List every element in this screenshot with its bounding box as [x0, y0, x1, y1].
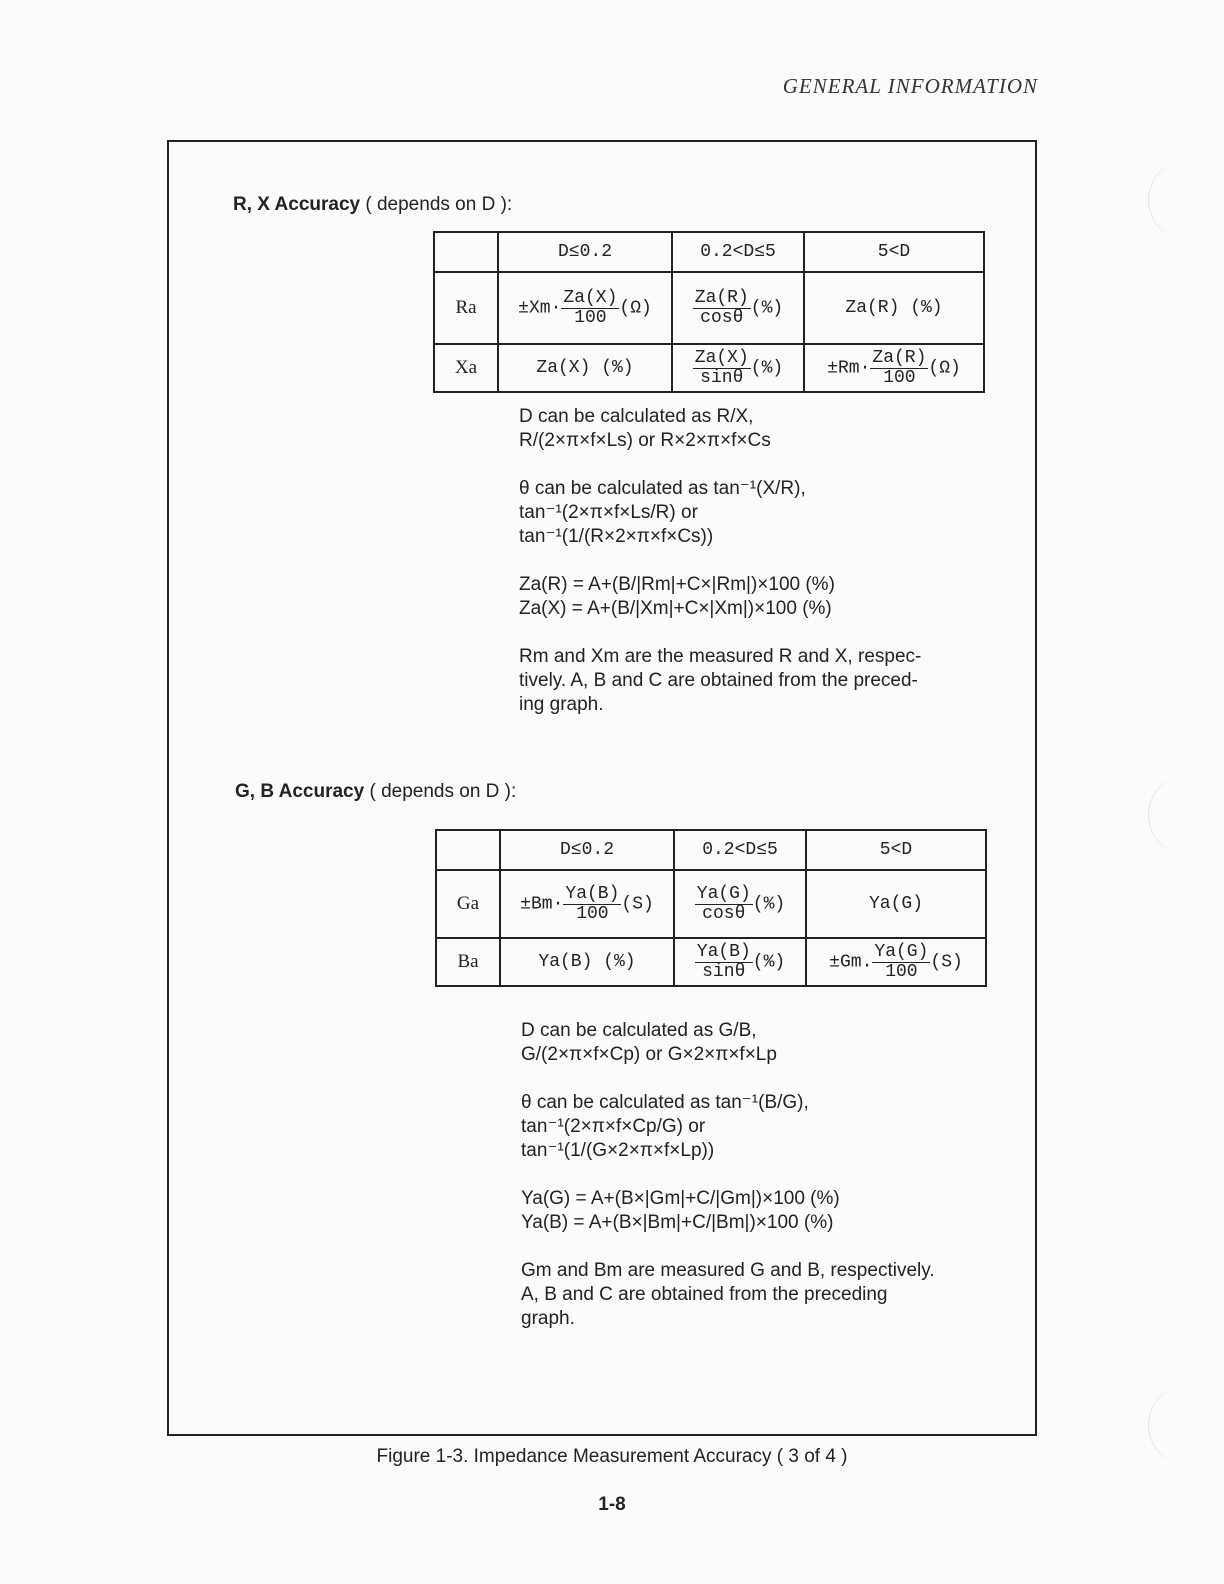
formula-unit: (S): [621, 894, 654, 914]
formula-unit: (%): [752, 952, 786, 972]
fraction-denominator: sinθ: [700, 367, 744, 388]
fraction-denominator: cosθ: [700, 307, 744, 328]
fraction-denominator: 100: [883, 367, 916, 388]
formula-prefix: ±Gm.: [829, 952, 873, 972]
fraction-numerator: Ya(G): [696, 883, 751, 904]
formula-unit: (Ω): [619, 298, 652, 318]
rx-note-definitions: Rm and Xm are the measured R and X, respec- tively. A, B and C are obtained from the preced- ing graph.: [519, 646, 922, 715]
formula-unit: (%): [752, 894, 786, 914]
ra-d-high-cell: Za(R) (%): [804, 272, 984, 344]
fraction-denominator: cosθ: [702, 903, 746, 924]
rx-title-bold: R, X Accuracy: [233, 194, 361, 215]
gb-title-rest: ( depends on D ):: [364, 781, 517, 802]
ra-d-low-cell: [498, 272, 672, 344]
table-corner-cell: [434, 232, 498, 272]
binder-hole-mark: [1148, 775, 1189, 855]
rx-notes: [519, 405, 989, 741]
xa-d-low-cell: Za(X) (%): [498, 344, 672, 392]
fraction: [693, 349, 751, 388]
formula-unit: (Ω): [928, 358, 961, 378]
gb-accuracy-table: [435, 829, 987, 987]
col-header: D≤0.2: [500, 830, 674, 870]
table-corner-cell: [436, 830, 500, 870]
xa-d-mid-cell: [672, 344, 804, 392]
rx-section-title: [233, 194, 512, 216]
fraction-denominator: 100: [885, 961, 918, 982]
col-header: 0.2<D≤5: [674, 830, 806, 870]
fraction: [695, 943, 753, 982]
row-header-ra: Ra: [434, 272, 498, 344]
formula-prefix: ±Xm·: [518, 298, 562, 318]
ga-d-low-cell: [500, 870, 674, 938]
col-header: 5<D: [806, 830, 986, 870]
row-header-ba: Ba: [436, 938, 500, 986]
ba-d-high-cell: [806, 938, 986, 986]
gb-title-bold: G, B Accuracy: [235, 781, 365, 802]
formula-prefix: ±Bm·: [520, 894, 564, 914]
rx-title-rest: ( depends on D ):: [360, 194, 513, 215]
figure-caption-text: Figure 1-3. Impedance Measurement Accuracy ( 3 of 4 ): [376, 1446, 848, 1467]
gb-note-formulas: Ya(G) = A+(B×|Gm|+C/|Gm|)×100 (%) Ya(B) = A+(B×|Bm|+C/|Bm|)×100 (%): [521, 1188, 840, 1233]
fraction: [872, 943, 930, 982]
gb-note-theta: θ can be calculated as tan⁻¹(B/G), tan⁻¹(2×π×f×Cp/G) or tan⁻¹(1/(G×2×π×f×Lp)): [521, 1092, 809, 1161]
fraction-numerator: Za(X): [694, 347, 749, 368]
binder-hole-mark: [1148, 160, 1189, 240]
gb-note-d: D can be calculated as G/B, G/(2×π×f×Cp) or G×2×π×f×Lp: [521, 1020, 777, 1065]
fraction: [563, 885, 621, 924]
gb-note-definitions: Gm and Bm are measured G and B, respectively. A, B and C are obtained from the preceding graph.: [521, 1260, 935, 1329]
fraction-denominator: sinθ: [702, 961, 746, 982]
formula-unit: (%): [750, 298, 784, 318]
fraction-numerator: Za(R): [872, 347, 927, 368]
fraction-numerator: Ya(G): [874, 941, 929, 962]
ba-d-mid-cell: [674, 938, 806, 986]
fraction-numerator: Za(R): [694, 287, 749, 308]
table-row: [434, 344, 984, 392]
fraction-denominator: 100: [574, 307, 607, 328]
formula-unit: (S): [930, 952, 963, 972]
fraction: [693, 289, 751, 328]
col-header: 0.2<D≤5: [672, 232, 804, 272]
ga-d-high-cell: Ya(G): [806, 870, 986, 938]
page-number: 1-8: [598, 1494, 626, 1515]
fraction-denominator: 100: [576, 903, 609, 924]
running-header: GENERAL INFORMATION: [782, 74, 1038, 98]
rx-note-d: D can be calculated as R/X, R/(2×π×f×Ls) or R×2×π×f×Cs: [519, 406, 771, 451]
row-header-xa: Xa: [434, 344, 498, 392]
ba-d-low-cell: Ya(B) (%): [500, 938, 674, 986]
xa-d-high-cell: [804, 344, 984, 392]
fraction-numerator: Za(X): [563, 287, 618, 308]
row-header-ga: Ga: [436, 870, 500, 938]
fraction-numerator: Ya(B): [565, 883, 620, 904]
fraction: [561, 289, 619, 328]
col-header: 5<D: [804, 232, 984, 272]
rx-note-theta: θ can be calculated as tan⁻¹(X/R), tan⁻¹(2×π×f×Ls/R) or tan⁻¹(1/(R×2×π×f×Cs)): [519, 478, 806, 547]
formula-unit: (%): [750, 358, 784, 378]
ga-d-mid-cell: [674, 870, 806, 938]
table-row: [436, 870, 986, 938]
table-row: [436, 938, 986, 986]
fraction: [695, 885, 753, 924]
formula-prefix: ±Rm·: [827, 358, 871, 378]
table-row: [434, 272, 984, 344]
ra-d-mid-cell: [672, 272, 804, 344]
fraction: [870, 349, 928, 388]
rx-accuracy-table: [433, 231, 985, 393]
col-header: D≤0.2: [498, 232, 672, 272]
rx-note-formulas: Za(R) = A+(B/|Rm|+C×|Rm|)×100 (%) Za(X) = A+(B/|Xm|+C×|Xm|)×100 (%): [519, 574, 835, 619]
gb-section-title: [235, 781, 516, 803]
gb-notes: [521, 1019, 1001, 1355]
figure-caption: [0, 1446, 1224, 1468]
fraction-numerator: Ya(B): [696, 941, 751, 962]
